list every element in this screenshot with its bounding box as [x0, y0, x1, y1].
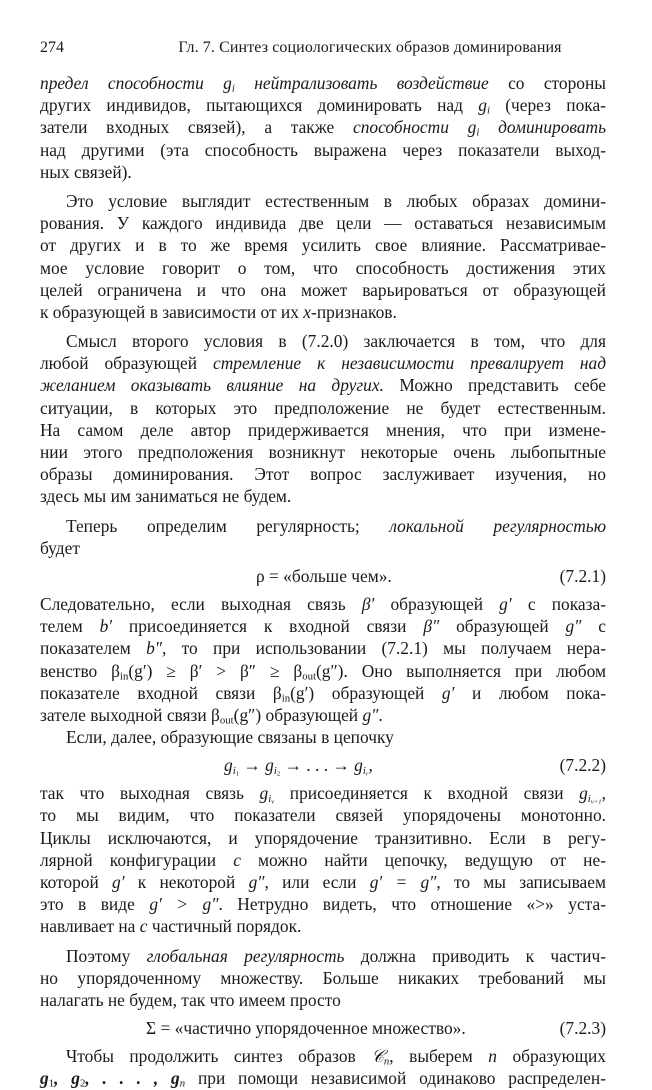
text-line: телем b′ присоединяется к входной связи β″ образующей g″ с: [40, 616, 607, 637]
text-line: желанием оказывать влияние на других. Можно представить себе: [40, 375, 606, 396]
text-line: предел способности $g_i$ нейтрализовать воздействие со стороны: [40, 73, 606, 95]
equation-7-2-2: [40, 748, 606, 782]
paragraph-9: [40, 1045, 606, 1089]
text-line: образы доминирования. Этот вопрос заслуживает изучения, но: [40, 464, 606, 485]
paragraph-3: [40, 330, 606, 508]
paragraph-6: [40, 726, 606, 748]
text-line: но упорядоченному множеству. Больше никаких требований мы: [40, 967, 606, 988]
text-line: Если, далее, образующие связаны в цепочку: [66, 727, 394, 748]
page-number: 274: [40, 39, 64, 56]
text-line: Смысл второго условия в (7.2.0) заключается в том, что для: [66, 331, 606, 352]
text-line: Циклы исключаются, и упорядочение транзитивно. Если в регу-: [40, 827, 606, 848]
body-text: [40, 72, 606, 1090]
text-line: будет: [40, 537, 80, 558]
text-line: над другими (эта способность выражена через показатели выход-: [40, 139, 606, 160]
equation-7-2-1: [40, 559, 606, 593]
text-line: показателе входной связи $\beta_{in}(g')$ образующей g′ и любом пока-: [40, 682, 606, 705]
running-title: Гл. 7. Синтез социологических образов доминирования: [178, 39, 562, 56]
text-line: то мы видим, что показатели связей упорядочены монотонно.: [40, 805, 606, 826]
paragraph-2: [40, 190, 606, 323]
paragraph-1: [40, 72, 606, 183]
paragraph-4: [40, 515, 606, 559]
text-line: рования. У каждого индивида две цели — оставаться независимым: [40, 213, 606, 234]
text-line: Теперь определим регулярность; локальной регулярностью: [66, 515, 606, 536]
text-line: других индивидов, пытающихся доминировать над $g_i$ (через пока-: [40, 95, 606, 117]
text-line: затели входных связей), а также способности $g_i$ доминировать: [40, 117, 606, 140]
text-line: ных связей).: [40, 161, 132, 182]
text-line: Это условие выглядит естественным в любых образах домини-: [66, 190, 606, 211]
text-line: венство $\beta_{in}(g') \ge \beta' > \beta'' \ge \beta_{out}(g'')$. Оно выполняется при любом: [40, 660, 606, 683]
equation-7-2-3: [40, 1011, 606, 1045]
equation-body: Σ = «частично упорядоченное множество».: [146, 1018, 466, 1039]
text-line: целей ограничена и что она может варьироваться от образующей: [40, 279, 606, 300]
equation-number: (7.2.2): [559, 755, 606, 776]
equation-number: (7.2.3): [559, 1018, 606, 1039]
equation-body: $g_{i_1} \to g_{i_2}$ → . . . → $g_{i_r}$,: [224, 755, 373, 778]
equation-body: ρ = «больше чем».: [256, 565, 392, 586]
equation-number: (7.2.1): [559, 565, 606, 586]
text-line: так что выходная связь $g_{i_\nu}$ присоединяется к входной связи $g_{i_{\nu+1}}$,: [40, 783, 606, 806]
text-line: $g_1$, $g_2$, . . . , $g_n$ при помощи независимой одинаково распределен-: [40, 1068, 606, 1090]
text-line: Следовательно, если выходная связь β′ образующей g′ с показа-: [40, 593, 606, 614]
text-line: показателем b″, то при использовании (7.2.1) мы получаем нера-: [40, 638, 606, 659]
text-line: налагать не будем, так что имеем просто: [40, 989, 341, 1010]
paragraph-7: [40, 782, 606, 937]
text-line: Чтобы продолжить синтез образов 𝒞$_n$, выберем n образующих: [66, 1046, 606, 1068]
text-line: зателе выходной связи $\beta_{out}(g'')$ образующей g″.: [40, 704, 383, 727]
text-line: На самом деле автор придерживается мнения, что при измене-: [40, 419, 606, 440]
text-line: любой образующей стремление к независимости превалирует над: [40, 353, 606, 374]
text-line: которой g′ к некоторой g″, или если g′ = g″, то мы записываем: [40, 872, 607, 892]
text-line: лярной конфигурации c можно найти цепочку, ведущую от не-: [40, 849, 606, 870]
page-header: [40, 36, 606, 60]
text-line: к образующей в зависимости от их x-признаков.: [40, 301, 397, 322]
text-line: здесь мы им заниматься не будем.: [40, 486, 292, 507]
text-line: от других и в то же время усилить свое влияние. Рассматривае-: [40, 235, 606, 256]
text-line: мое условие говорит о том, что способность достижения этих: [40, 257, 606, 278]
text-line: ситуации, в которых это предположение не будет естественным.: [40, 397, 606, 418]
text-line: нии этого предположения возникнут некоторые очень лыбопытные: [40, 442, 606, 462]
paragraph-5: [40, 593, 606, 726]
text-line: Поэтому глобальная регулярность должна приводить к частич-: [66, 945, 606, 966]
text-line: это в виде g′ > g″. Нетрудно видеть, что отношение «>» уста-: [40, 894, 606, 915]
text-line: навливает на c частичный порядок.: [40, 916, 302, 937]
paragraph-8: [40, 945, 606, 1012]
